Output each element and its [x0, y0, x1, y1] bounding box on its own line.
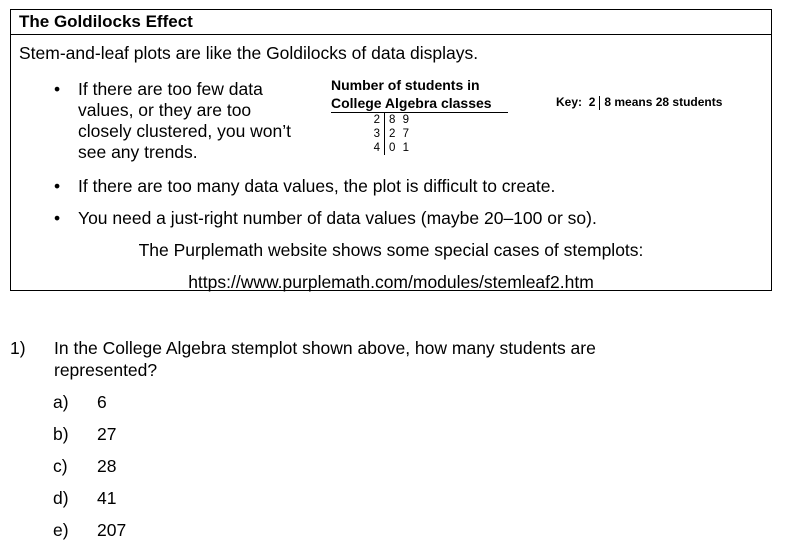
choice-letter: a) — [53, 392, 69, 412]
bullet-item-2 — [54, 176, 555, 197]
stemplot-title — [331, 76, 508, 113]
key-divider — [599, 96, 600, 110]
leaf-values: 0 1 — [389, 142, 411, 154]
bullet-item-3 — [54, 208, 597, 229]
bullet-dot-icon: • — [54, 79, 61, 99]
stemplot-row — [366, 113, 411, 127]
purplemath-link[interactable]: https://www.purplemath.com/modules/stemleaf2.htm — [188, 272, 594, 292]
choice-letter: b) — [53, 424, 69, 444]
key-stem: 2 — [588, 95, 596, 109]
question-number: 1) — [10, 338, 26, 358]
bullet-dot-icon: • — [54, 208, 61, 228]
bullet-text-2: If there are too many data values, the plot is difficult to create. — [78, 176, 556, 196]
leaf-values: 8 9 — [389, 114, 411, 126]
choice-d[interactable] — [53, 488, 116, 509]
stemplot-table — [366, 113, 411, 155]
choice-value: 6 — [97, 392, 107, 412]
choice-b[interactable] — [53, 424, 116, 445]
choice-letter: d) — [53, 488, 69, 508]
bullet-text-1: If there are too few data values, or they are too closely clustered, you won’t see any trends. — [78, 79, 292, 162]
box-title: The Goldilocks Effect — [11, 10, 771, 35]
key-text: 8 means 28 students — [604, 95, 723, 109]
question-text: In the College Algebra stemplot shown above, how many students are represented? — [54, 338, 596, 380]
leaf-values: 2 7 — [389, 128, 411, 140]
choice-value: 41 — [97, 488, 117, 508]
bullet-item-1 — [54, 79, 304, 163]
stem-value: 2 — [366, 113, 385, 127]
goldilocks-box — [10, 9, 772, 291]
stemplot-title-line2: College Algebra classes — [331, 94, 508, 113]
intro-text: Stem-and-leaf plots are like the Goldilocks of data displays. — [19, 43, 479, 63]
bullet-text-3: You need a just-right number of data values (maybe 20–100 or so). — [78, 208, 597, 228]
choice-letter: e) — [53, 520, 69, 540]
stemplot-title-line1: Number of students in — [331, 77, 480, 93]
stemplot-row — [366, 141, 411, 155]
stemplot-row — [366, 127, 411, 141]
key-label: Key: — [556, 95, 583, 109]
stem-value: 3 — [366, 127, 385, 141]
choice-e[interactable] — [53, 520, 126, 541]
purplemath-note: The Purplemath website shows some special cases of stemplots: — [138, 240, 644, 260]
choice-value: 28 — [97, 456, 117, 476]
choice-value: 207 — [97, 520, 127, 540]
stem-value: 4 — [366, 141, 385, 155]
choice-a[interactable] — [53, 392, 107, 413]
choice-c[interactable] — [53, 456, 116, 477]
stemplot-key — [556, 95, 722, 110]
bullet-dot-icon: • — [54, 176, 61, 196]
choice-letter: c) — [53, 456, 68, 476]
choice-value: 27 — [97, 424, 117, 444]
